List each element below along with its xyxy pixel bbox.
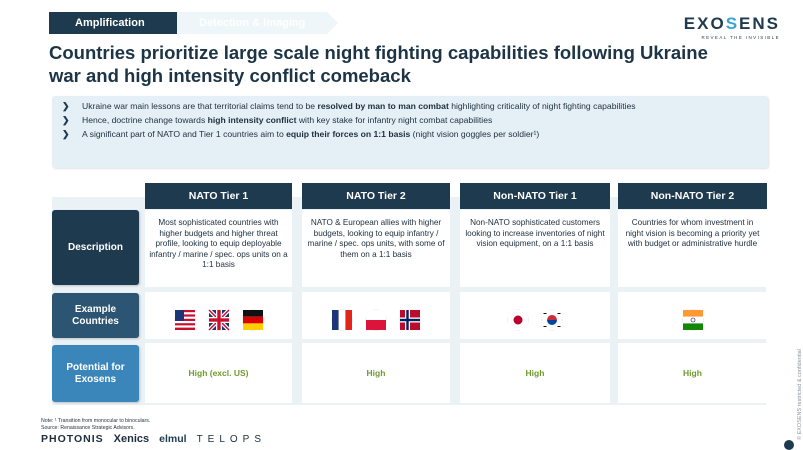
us-flag-icon — [175, 310, 195, 330]
bullet-text: Hence, doctrine change towards high intensity conflict with key stake for infantry night combat capabilities — [82, 115, 493, 125]
chevron-right-icon: ❯ — [62, 115, 70, 125]
column-header-non-nato-tier-2: Non-NATO Tier 2 — [618, 183, 767, 209]
poland-flag-icon — [366, 310, 386, 330]
row-label-example-countries: Example Countries — [52, 293, 139, 338]
exosens-logo — [684, 14, 780, 40]
partner-logos — [41, 433, 266, 445]
elmul-logo: elmul — [159, 433, 187, 445]
section-tabs — [49, 12, 327, 34]
chevron-right-icon: ❯ — [62, 129, 70, 139]
potential-cell — [302, 343, 450, 403]
potential-cell — [145, 343, 292, 403]
bullet-item — [62, 115, 758, 125]
description-cell: Non-NATO sophisticated customers looking to increase inventories of night vision equipment, on a 1:1 basis — [460, 210, 610, 287]
bullet-text: A significant part of NATO and Tier 1 countries aim to equip their forces on 1:1 basis (night vision goggles per soldier¹) — [82, 129, 540, 139]
description-cell: Most sophisticated countries with higher budgets and higher threat profile, looking to equip deployable infantry / marine / spec. ops units on a 1:1 basis — [145, 210, 292, 287]
confidentiality-note: © EXOSENS restricted & confidential — [797, 349, 803, 440]
norway-flag-icon — [400, 310, 420, 330]
footnote-note: Note: ¹ Transition from monocular to binoculars. — [41, 418, 151, 424]
description-cell: NATO & European allies with higher budgets, looking to equip infantry / marine / spec. ops units, with some of them on a 1:1 basis — [302, 210, 450, 287]
india-flag-icon — [683, 310, 703, 330]
footnote — [41, 418, 150, 431]
description-cell: Countries for whom investment in night vision is becoming a priority yet with budget or administrative hurdle — [618, 210, 767, 287]
row-label-description: Description — [52, 210, 139, 285]
countries-cell — [618, 292, 767, 339]
potential-value: High — [683, 367, 702, 378]
column-header-non-nato-tier-1: Non-NATO Tier 1 — [460, 183, 610, 209]
slide-title: Countries prioritize large scale night fighting capabilities following Ukraine war and high intensity conflict comeback — [49, 42, 708, 86]
japan-flag-icon — [508, 310, 528, 330]
xenics-logo: Xenics — [113, 433, 150, 445]
tab-amplification[interactable]: Amplification — [49, 12, 177, 34]
column-header-nato-tier-1: NATO Tier 1 — [145, 183, 292, 209]
telops-logo: TELOPS — [196, 433, 267, 445]
key-points-box — [52, 96, 768, 168]
footnote-source: Source: Renaissance Strategic Advisors. — [41, 424, 135, 431]
potential-value: High (excl. US) — [188, 367, 249, 378]
south-korea-flag-icon — [542, 310, 562, 330]
france-flag-icon — [332, 310, 352, 330]
potential-value: High — [366, 367, 386, 378]
page-number-marker — [784, 440, 794, 450]
potential-cell — [460, 343, 610, 403]
column-header-nato-tier-2: NATO Tier 2 — [302, 183, 450, 209]
chevron-right-icon: ❯ — [62, 101, 70, 111]
potential-cell — [618, 343, 767, 403]
bullet-text: Ukraine war main lessons are that territorial claims tend to be resolved by man to man combat highlighting criticality of night fighting capabilities — [82, 101, 636, 111]
tab-detection-imaging[interactable]: Detection & Imaging — [177, 12, 327, 34]
logo-wordmark: EXOSENS — [683, 14, 780, 33]
countries-cell — [145, 292, 292, 339]
row-label-potential: Potential for Exosens — [52, 345, 139, 402]
countries-cell — [460, 292, 610, 339]
photonis-logo: PHOTONIS — [41, 433, 104, 445]
countries-cell — [302, 292, 450, 339]
potential-value: High — [525, 367, 545, 378]
logo-tagline: REVEAL THE INVISIBLE — [701, 35, 780, 40]
bullet-item — [62, 101, 758, 111]
bullet-item — [62, 129, 758, 139]
germany-flag-icon — [243, 310, 263, 330]
uk-flag-icon — [209, 310, 229, 330]
